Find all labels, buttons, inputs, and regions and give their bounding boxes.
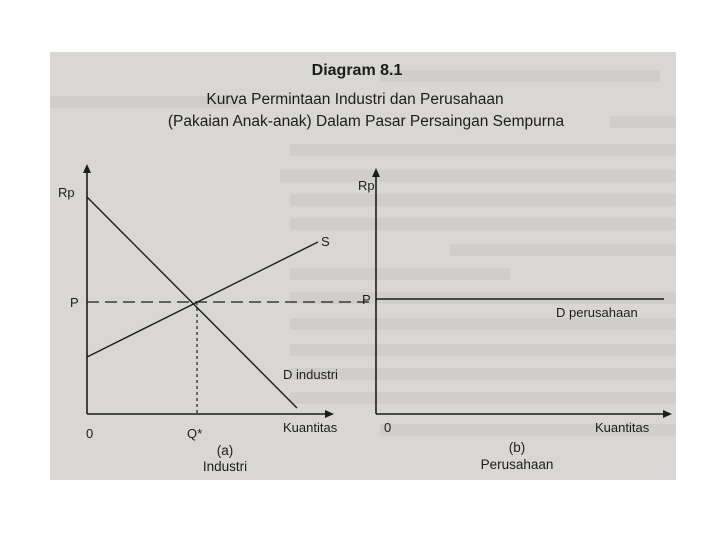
panel-a-name: Industri: [202, 459, 248, 474]
panel-a-x-axis-label: Kuantitas: [283, 420, 338, 435]
panel-b-letter: (b): [508, 440, 526, 455]
panel-a-demand-label: D industri: [283, 367, 338, 382]
panel-a-y-axis-label: Rp: [58, 185, 75, 200]
panel-b-x-axis-label: Kuantitas: [595, 420, 650, 435]
panel-b-demand-label: D perusahaan: [556, 305, 638, 320]
panel-b-price-label: P: [362, 292, 371, 307]
panel-a-price-label: P: [70, 295, 79, 310]
figure-title: Diagram 8.1: [311, 62, 403, 79]
figure-subtitle-2: (Pakaian Anak-anak) Dalam Pasar Persaingan Sempurna: [167, 113, 565, 130]
panel-a: [58, 168, 372, 474]
panel-b-origin-label: 0: [384, 420, 392, 435]
panel-a-origin-label: 0: [86, 426, 94, 441]
panel-b-name: Perusahaan: [480, 457, 554, 472]
panel-a-supply-curve: [87, 242, 318, 357]
figure-subtitle-1: Kurva Permintaan Industri dan Perusahaan: [206, 91, 504, 108]
panel-a-quantity-label: Q*: [187, 426, 203, 441]
panel-a-demand-curve: [87, 197, 297, 408]
panel-a-supply-label: S: [321, 234, 330, 249]
panel-b-y-axis-label: Rp: [358, 178, 375, 193]
panel-b: [358, 172, 668, 472]
panel-a-letter: (a): [216, 443, 234, 458]
